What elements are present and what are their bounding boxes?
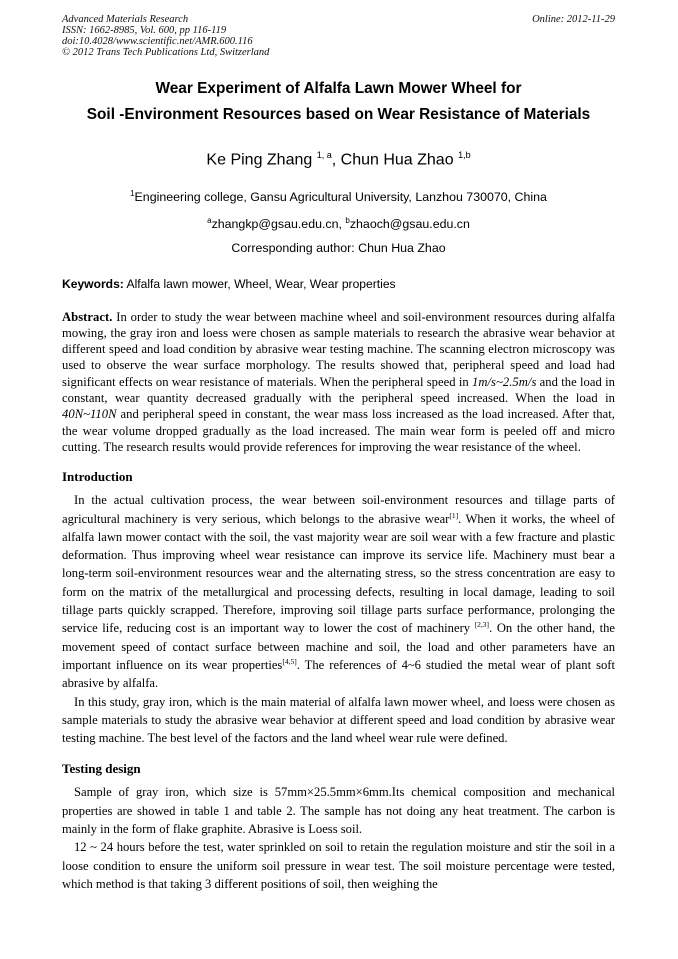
email-b: zhaoch@gsau.edu.cn — [349, 217, 470, 232]
introduction-paragraph-1 — [62, 491, 615, 692]
intro-text-1: In the actual cultivation process, the wear between soil-environment resources and tillage parts of agricultural machinery is very serious, which belongs to the abrasive wear — [62, 493, 615, 526]
abstract-text-1: In order to study the wear between machine wheel and soil-environment resources during alfalfa mowing, the gray iron and loess were chosen as sample materials to research the abrasive wear behavior at different speed and load condition by abrasive wear testing machine. The scanning electron microscopy was used to observe the wear surface morphology. The results showed that, peripheral speed and load had significant effects on wear resistance of materials. When the peripheral speed in — [62, 309, 615, 389]
issn: ISSN: 1662-8985, Vol. 600, pp 116-119 — [62, 25, 227, 36]
introduction-paragraph-2: In this study, gray iron, which is the main material of alfalfa lawn mower wheel, and loess were chosen as sample materials to study the abrasive wear behavior at different speed and load condition by abrasive wear testing machine. The best level of the factors and the land wheel wear rule were defined. — [62, 694, 615, 746]
journal-name: Advanced Materials Research — [62, 14, 189, 25]
author-2: Chun Hua Zhao — [340, 151, 454, 169]
abstract-text-3: and peripheral speed in constant, the wear mass loss increased as the load increased. After that, the wear volume dropped gradually as the load increased. The main wear form is peeled off and micro cutting. The research results would provide references for improving the wear resistance of the wheel. — [62, 407, 615, 454]
author-1: Ke Ping Zhang — [206, 151, 313, 169]
online-date: Online: 2012-11-29 — [532, 14, 615, 25]
email-a-marker: a — [207, 216, 212, 226]
affiliation-marker: 1 — [130, 189, 135, 199]
email-b-marker: b — [345, 216, 350, 226]
author-1-affil: 1, a — [316, 150, 332, 160]
title-line-1: Wear Experiment of Alfalfa Lawn Mower Wheel for — [155, 80, 522, 97]
intro-text-4: . The references of 4~6 studied the metal wear of plant soft abrasive by alfalfa. — [62, 657, 615, 691]
intro-text-2: . When it works, the wheel of alfalfa lawn mower contact with the soil, the vast majority wear are soil wear with a few fracture and plastic deformation. Thus improving wheel wear resistance can improve its service life. Machinery must bear a long-term soil-environment resources wear and the alternating stress, so the stress concentration are easy to form on the matrix of the metallurgical and processing defects, resulting in local damage, leading to soil tillage parts quickly scrapped. Therefore, improving soil tillage parts surface performance, prolonging the service life, reducing cost is an important way to lower the cost of machinery — [62, 511, 615, 636]
email-a: zhangkp@gsau.edu.cn, — [211, 217, 346, 232]
paper-page — [62, 14, 615, 893]
title-line-2: Soil -Environment Resources based on Wear Resistance of Materials — [86, 106, 591, 123]
email-line — [62, 209, 615, 236]
paper-title — [62, 76, 615, 128]
journal-header — [62, 14, 615, 58]
abstract-load: 40N~110N — [62, 407, 117, 422]
abstract-text-2: and the load in constant, wear quantity decreased gradually with the peripheral speed increased. When the load in — [62, 374, 615, 406]
corresponding-author: Corresponding author: Chun Hua Zhao — [231, 240, 446, 255]
keywords-label: Keywords: — [62, 276, 124, 291]
citation-2: [2,3] — [474, 620, 490, 630]
keywords-text: Alfalfa lawn mower, Wheel, Wear, Wear properties — [123, 276, 396, 291]
citation-1: [1] — [449, 510, 459, 520]
citation-3: [4,5] — [282, 656, 297, 666]
abstract-speed: 1m/s~2.5m/s — [472, 374, 537, 389]
testing-paragraph-1: Sample of gray iron, which size is 57mm×25.5mm×6mm.Its chemical composition and mechanical properties are showed in table 1 and table 2. The sample has not doing any heat treatment. The carbon is mainly in the form of flake graphite. Abrasive is Loess soil. — [62, 785, 615, 836]
intro-text-3: . On the other hand, the movement speed of contact surface between machine and soil, the load and other parameters have an important influence on its wear properties — [62, 621, 615, 672]
testing-paragraph-2: 12 ~ 24 hours before the test, water sprinkled on soil to retain the regulation moisture and stir the soil in a loose condition to ensure the uniform soil pressure in wear test. The soil moisture percentage were tested, which method is that taking 3 different positions of soil, then weighing the — [62, 840, 615, 891]
affiliation-line — [62, 182, 615, 209]
doi: doi:10.4028/www.scientific.net/AMR.600.116 — [62, 36, 253, 47]
author-separator: , — [331, 151, 341, 169]
keywords — [62, 276, 615, 292]
testing-design-heading: Testing design — [62, 761, 141, 777]
abstract-label: Abstract. — [62, 309, 113, 324]
abstract — [62, 309, 615, 456]
copyright: © 2012 Trans Tech Publications Ltd, Switzerland — [62, 47, 270, 58]
author-2-affil: 1,b — [458, 150, 471, 160]
affiliation-text: Engineering college, Gansu Agricultural University, Lanzhou 730070, China — [134, 190, 547, 205]
introduction-heading: Introduction — [62, 469, 133, 485]
authors — [62, 145, 615, 170]
affiliations — [62, 182, 615, 259]
